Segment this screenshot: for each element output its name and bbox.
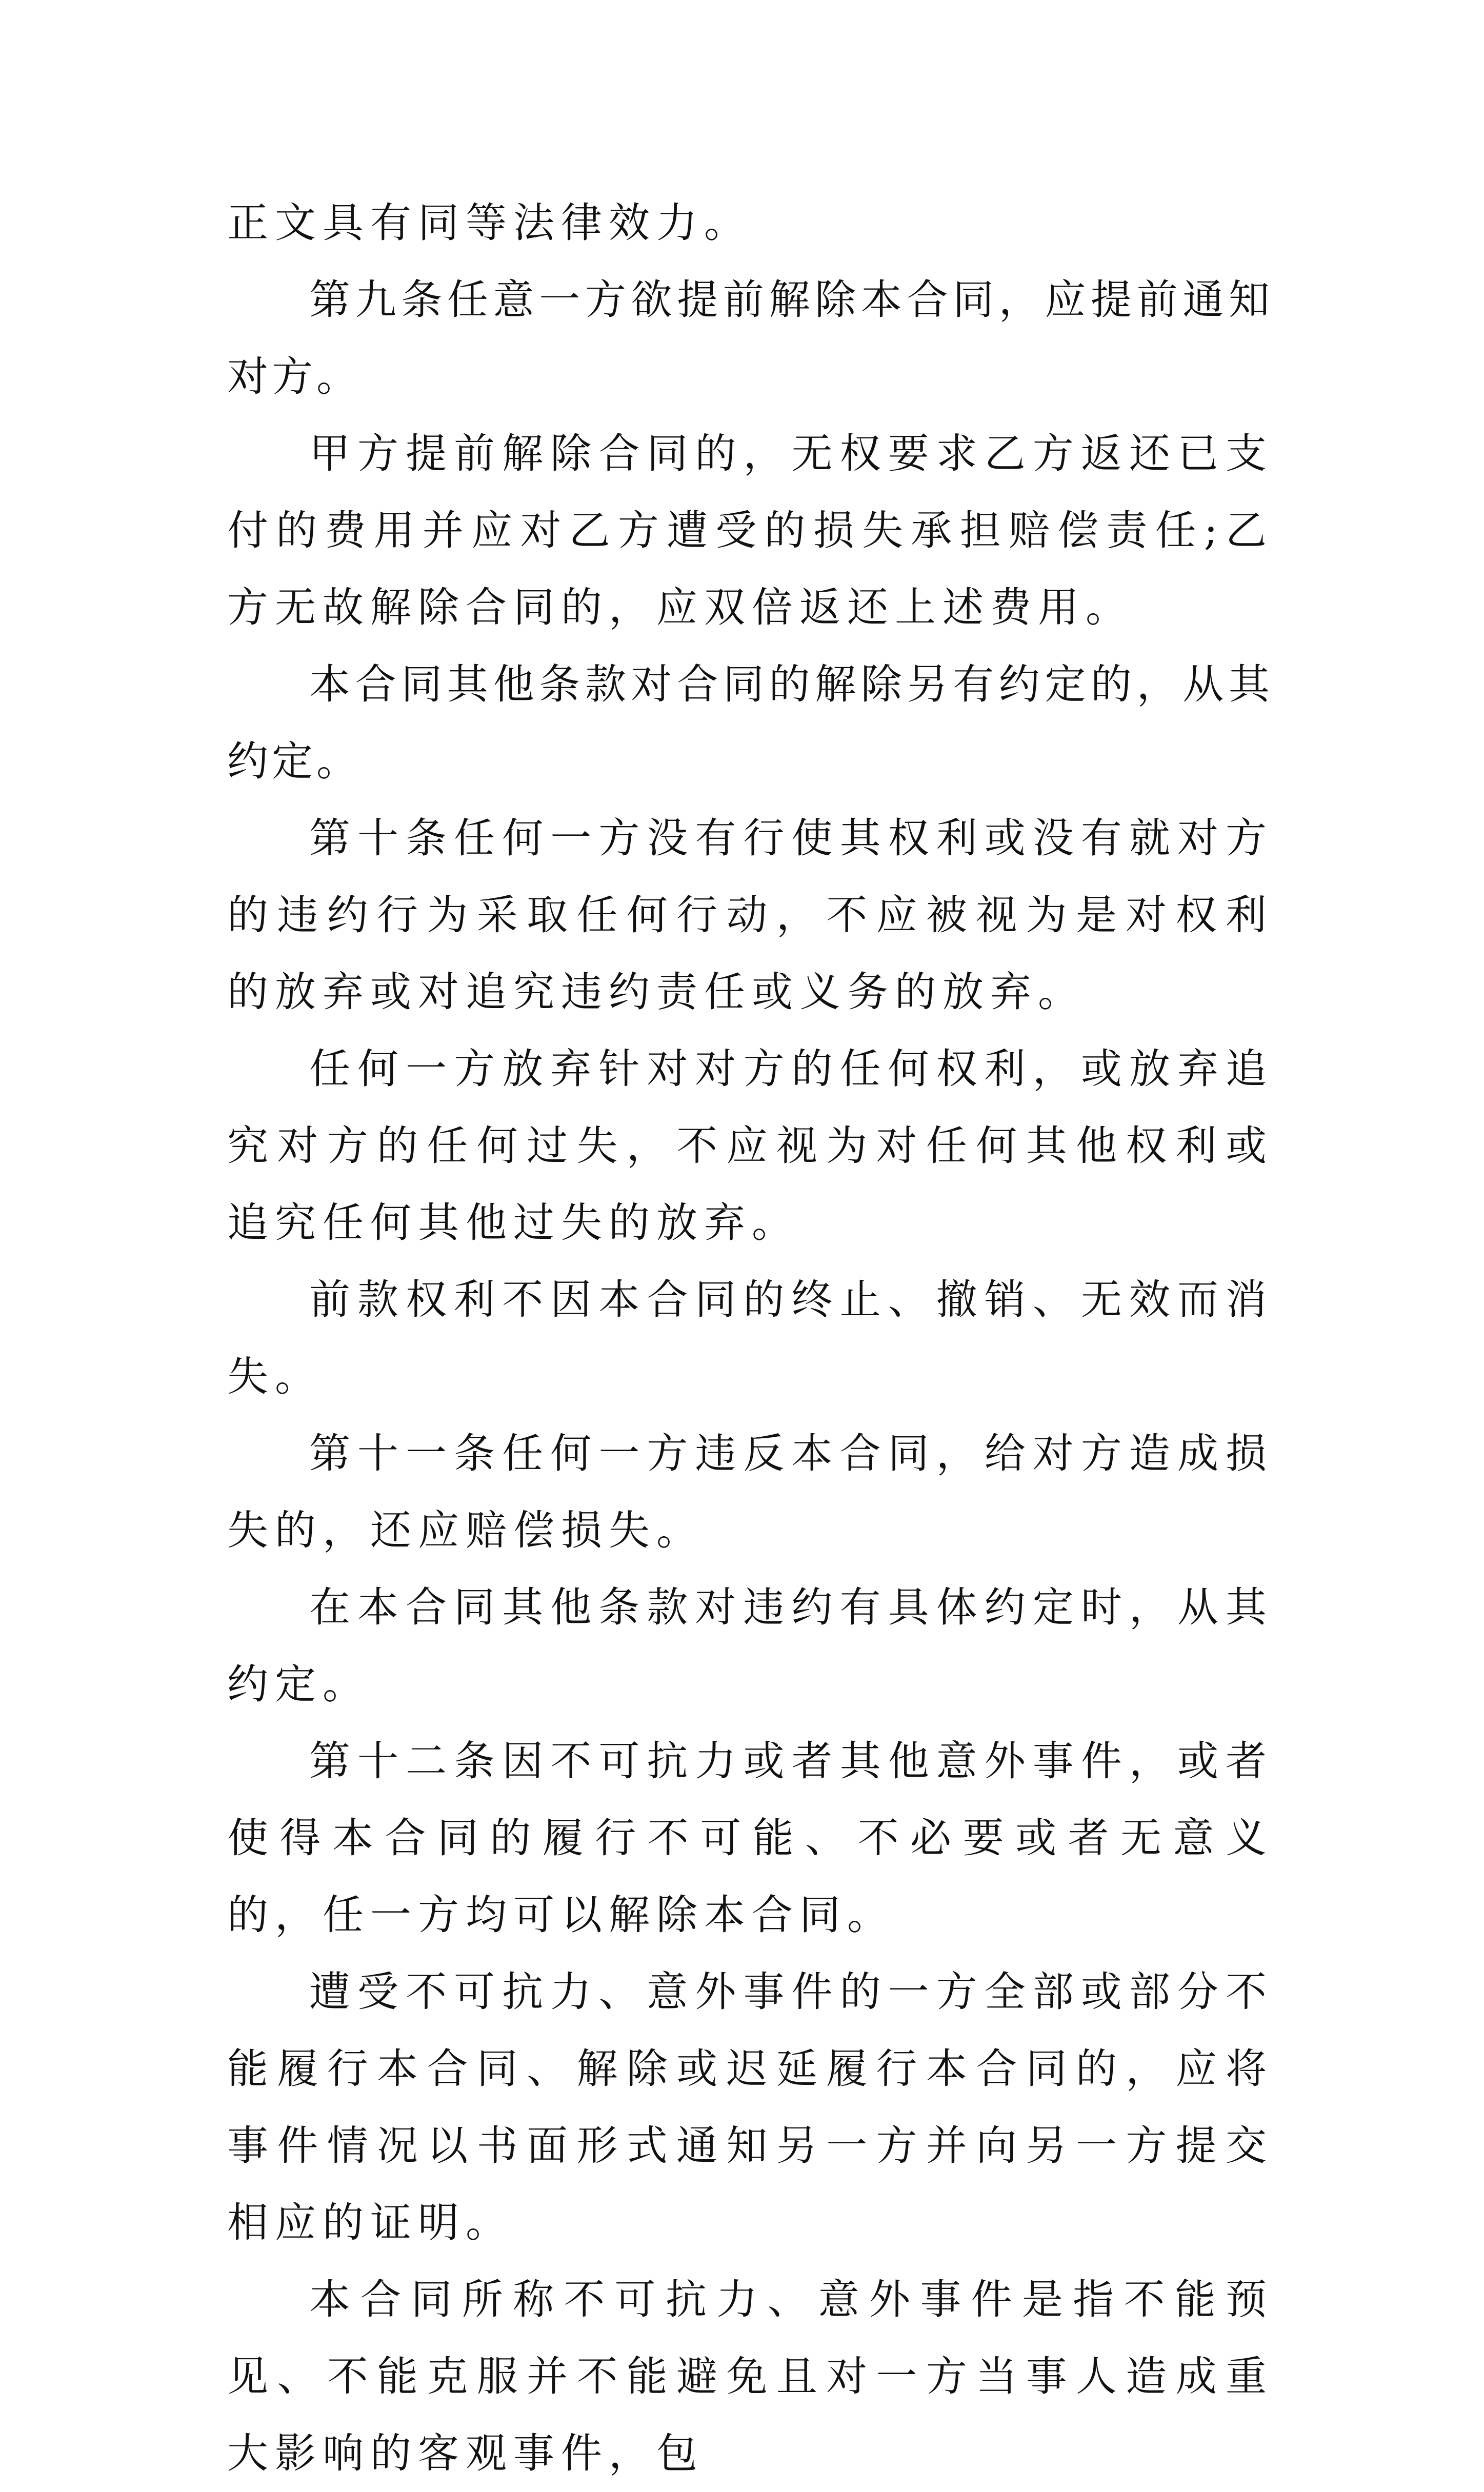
paragraph-force-majeure-notice: 遭受不可抗力、意外事件的一方全部或部分不能履行本合同、解除或迟延履行本合同的，应将事件情况以书面形式通知另一方并向另一方提交相应的证明。 xyxy=(227,1968,1273,2246)
paragraph-rights-survival: 前款权利不因本合同的终止、撤销、无效而消失。 xyxy=(227,1276,1273,1400)
paragraph-article-11: 第十一条任何一方违反本合同，给对方造成损失的，还应赔偿损失。 xyxy=(227,1430,1273,1554)
paragraph-party-a-termination: 甲方提前解除合同的，无权要求乙方返还已支付的费用并应对乙方遭受的损失承担赔偿责任;乙方无故解除合同的，应双倍返还上述费用。 xyxy=(227,430,1273,631)
paragraph-continuation: 正文具有同等法律效力。 xyxy=(227,199,752,247)
paragraph-breach-terms: 在本合同其他条款对违约有具体约定时，从其约定。 xyxy=(227,1583,1273,1708)
paragraph-article-10: 第十条任何一方没有行使其权利或没有就对方的违约行为采取任何行动，不应被视为是对权利的放弃或对追究违约责任或义务的放弃。 xyxy=(227,814,1273,1016)
document-body xyxy=(227,185,1273,2492)
paragraph-article-9: 第九条任意一方欲提前解除本合同，应提前通知对方。 xyxy=(227,276,1273,400)
paragraph-other-terms-termination: 本合同其他条款对合同的解除另有约定的，从其约定。 xyxy=(227,660,1273,785)
paragraph-waiver: 任何一方放弃针对对方的任何权利，或放弃追究对方的任何过失，不应视为对任何其他权利或追究任何其他过失的放弃。 xyxy=(227,1045,1273,1247)
paragraph-article-12: 第十二条因不可抗力或者其他意外事件，或者使得本合同的履行不可能、不必要或者无意义的，任一方均可以解除本合同。 xyxy=(227,1737,1273,1939)
paragraph-force-majeure-definition: 本合同所称不可抗力、意外事件是指不能预见、不能克服并不能避免且对一方当事人造成重大影响的客观事件，包 xyxy=(227,2276,1273,2477)
